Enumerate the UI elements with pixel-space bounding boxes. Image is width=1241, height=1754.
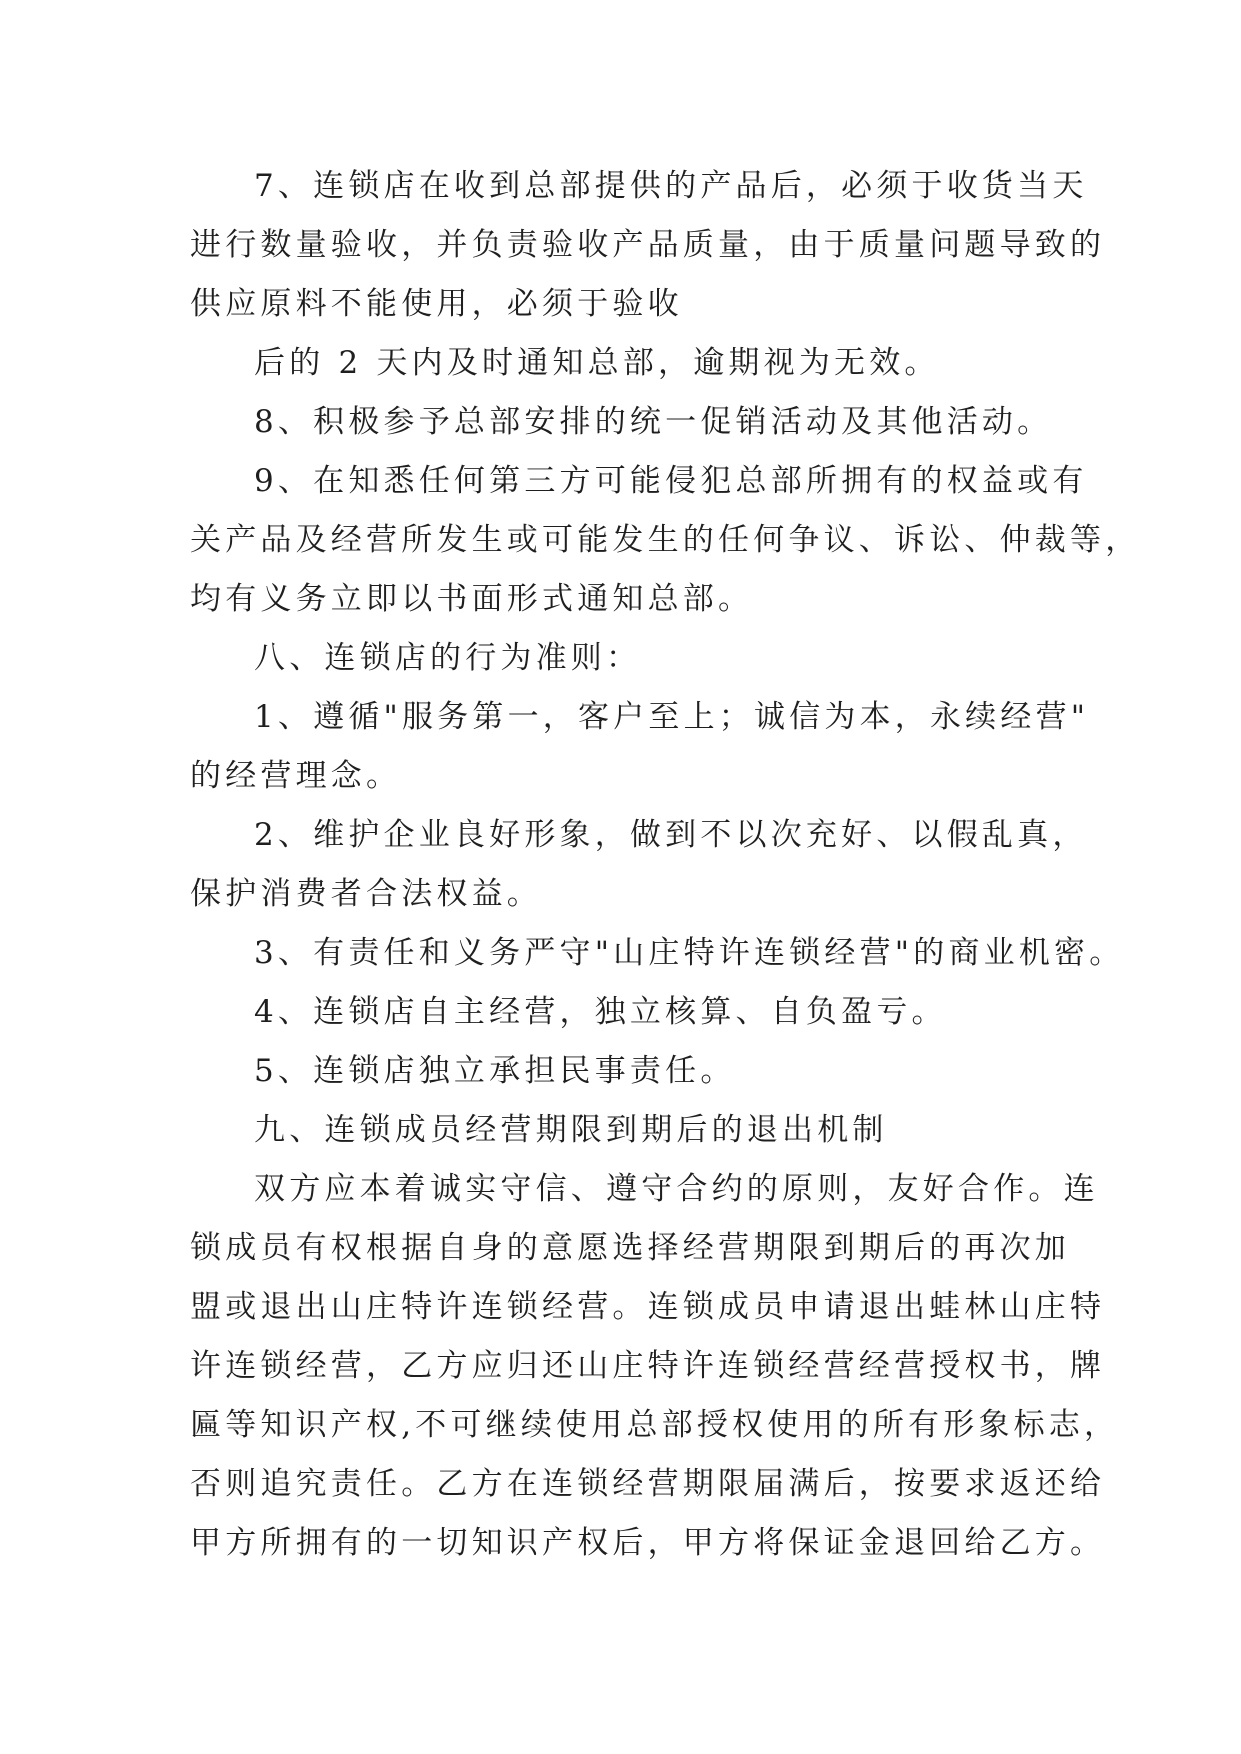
text-line: 均有义务立即以书面形式通知总部。 <box>190 581 754 617</box>
text-line: 8、积极参予总部安排的统一促销活动及其他活动。 <box>254 404 1053 440</box>
section-heading: 八、连锁店的行为准则： <box>254 640 642 676</box>
text-line: 供应原料不能使用，必须于验收 <box>190 286 683 322</box>
text-line: 关产品及经营所发生或可能发生的任何争议、诉讼、仲裁等， <box>190 522 1141 558</box>
text-line: 保护消费者合法权益。 <box>190 876 542 912</box>
text-line: 锁成员有权根据自身的意愿选择经营期限到期后的再次加 <box>190 1230 1070 1266</box>
text-line: 3、有责任和义务严守"山庄特许连锁经营"的商业机密。 <box>254 935 1125 971</box>
section-heading: 九、连锁成员经营期限到期后的退出机制 <box>254 1112 888 1148</box>
text-line: 2、维护企业良好形象，做到不以次充好、以假乱真， <box>254 817 1088 853</box>
text-line: 匾等知识产权,不可继续使用总部授权使用的所有形象标志， <box>190 1407 1120 1443</box>
text-line: 许连锁经营，乙方应归还山庄特许连锁经营经营授权书，牌 <box>190 1348 1106 1384</box>
text-line: 1、遵循"服务第一，客户至上；诚信为本，永续经营" <box>254 699 1090 735</box>
text-line: 后的 2 天内及时通知总部，逾期视为无效。 <box>254 345 940 381</box>
text-line: 盟或退出山庄特许连锁经营。连锁成员申请退出蛙林山庄特 <box>190 1289 1106 1325</box>
text-line: 甲方所拥有的一切知识产权后，甲方将保证金退回给乙方。 <box>190 1525 1106 1561</box>
text-line: 双方应本着诚实守信、遵守合约的原则，友好合作。连 <box>254 1171 1099 1207</box>
text-line: 否则追究责任。乙方在连锁经营期限届满后，按要求返还给 <box>190 1466 1106 1502</box>
text-line: 4、连锁店自主经营，独立核算、自负盈亏。 <box>254 994 947 1030</box>
text-line: 的经营理念。 <box>190 758 402 794</box>
text-line: 进行数量验收，并负责验收产品质量，由于质量问题导致的 <box>190 227 1106 263</box>
text-line: 7、连锁店在收到总部提供的产品后，必须于收货当天 <box>254 168 1088 204</box>
text-line: 9、在知悉任何第三方可能侵犯总部所拥有的权益或有 <box>254 463 1088 499</box>
text-line: 5、连锁店独立承担民事责任。 <box>254 1053 736 1089</box>
